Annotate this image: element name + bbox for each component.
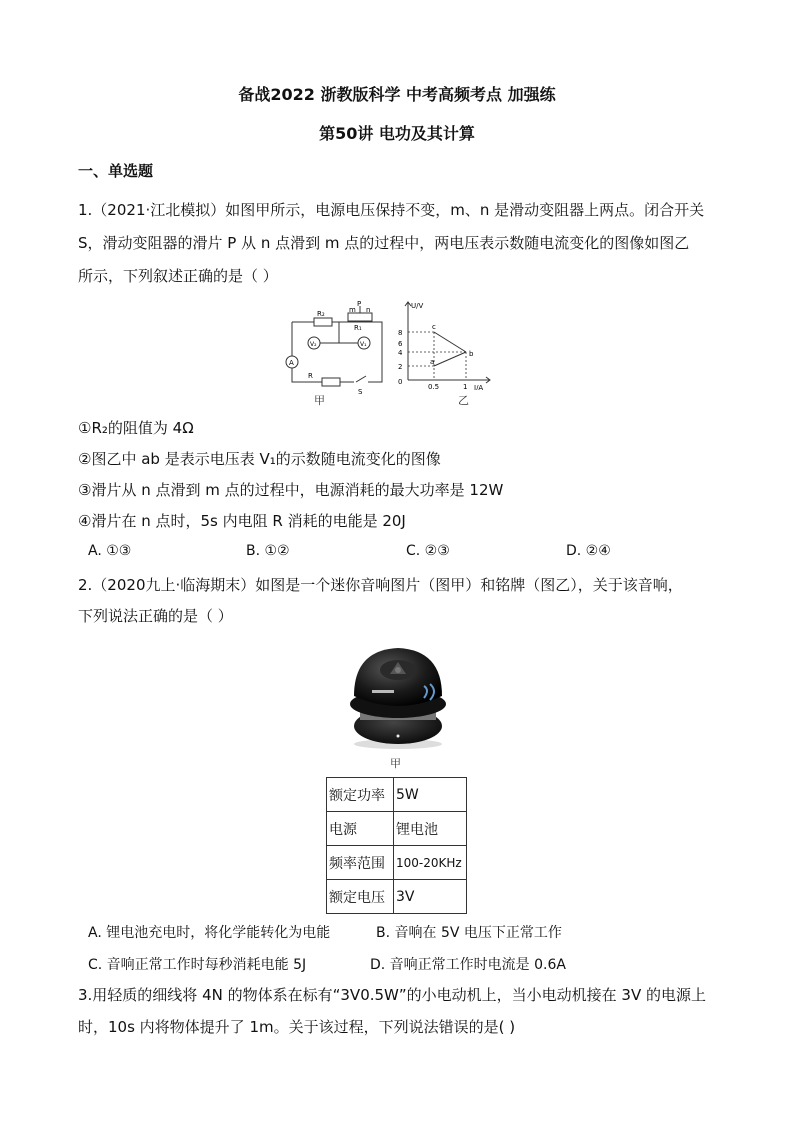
fig-caption-left: 甲	[314, 394, 325, 407]
section-heading: 一、单选题	[78, 162, 154, 180]
q1-stem-line1: 1.（2021·江北模拟）如图甲所示，电源电压保持不变，m、n 是滑动变阻器上两点。闭合开关	[78, 201, 705, 219]
ui-graph	[394, 298, 494, 390]
table-cell: 5W	[394, 778, 467, 812]
q1-stem-line3: 所示，下列叙述正确的是（ ）	[78, 267, 278, 285]
table-cell: 额定功率	[327, 778, 394, 812]
graph-tick-0: 0	[398, 378, 403, 386]
circuit-label-v2: V₂	[310, 341, 317, 348]
circuit-label-m: m	[349, 306, 356, 314]
q2-option-b: B. 音响在 5V 电压下正常工作	[376, 925, 562, 941]
q1-statement-3: ③滑片从 n 点滑到 m 点的过程中，电源消耗的最大功率是 12W	[78, 481, 504, 499]
page-title: 备战2022 浙教版科学 中考高频考点 加强练	[238, 85, 556, 104]
table-cell: 100-20KHz	[394, 846, 467, 880]
q2-stem-line2: 下列说法正确的是（ ）	[78, 607, 233, 625]
circuit-label-r: R	[308, 372, 313, 380]
table-cell: 频率范围	[327, 846, 394, 880]
q2-option-a: A. 锂电池充电时，将化学能转化为电能	[88, 925, 331, 941]
circuit-diagram	[284, 300, 394, 406]
graph-yaxis-label: U/V	[411, 302, 424, 310]
graph-tick-2: 2	[398, 363, 403, 371]
table-cell: 额定电压	[327, 880, 394, 914]
q2-stem-line1: 2.（2020九上·临海期末）如图是一个迷你音响图片（图甲）和铭牌（图乙），关于该音响，	[78, 576, 683, 594]
fig-caption-right: 乙	[458, 394, 469, 407]
q1-statement-1: ①R₂的阻值为 4Ω	[78, 419, 194, 437]
q1-statement-4: ④滑片在 n 点时，5s 内电阻 R 消耗的电能是 20J	[78, 512, 406, 530]
graph-point-a: a	[430, 358, 435, 366]
graph-tick-6: 6	[398, 340, 403, 348]
q2-option-c: C. 音响正常工作时每秒消耗电能 5J	[88, 957, 307, 973]
circuit-label-r1: R₁	[354, 324, 362, 332]
q3-stem-line1: 3.用轻质的细线将 4N 的物体系在标有“3V0.5W”的小电动机上，当小电动机接在 3V 的电源上	[78, 986, 706, 1004]
table-cell: 电源	[327, 812, 394, 846]
q1-option-a: A. ①③	[88, 543, 132, 559]
graph-point-c: c	[432, 323, 436, 331]
circuit-label-r2: R₂	[317, 310, 325, 318]
graph-point-b: b	[469, 350, 474, 358]
table-row	[327, 812, 467, 846]
table-cell: 锂电池	[394, 812, 467, 846]
graph-tick-05: 0.5	[428, 383, 440, 390]
spec-table	[326, 777, 467, 914]
q2-option-d: D. 音响正常工作时电流是 0.6A	[370, 957, 566, 973]
q1-option-b: B. ①②	[246, 543, 290, 559]
table-row	[327, 880, 467, 914]
page-subtitle: 第50讲 电功及其计算	[319, 124, 475, 143]
graph-tick-1: 1	[463, 383, 468, 390]
circuit-label-v1: V₁	[360, 341, 367, 348]
graph-tick-8: 8	[398, 329, 403, 337]
q1-stem-line2: S，滑动变阻器的滑片 P 从 n 点滑到 m 点的过程中，两电压表示数随电流变化的图像如图乙	[78, 234, 690, 252]
circuit-label-n: n	[366, 306, 371, 314]
q1-option-c: C. ②③	[406, 543, 450, 559]
q1-statement-2: ②图乙中 ab 是表示电压表 V₁的示数随电流变化的图像	[78, 450, 441, 468]
table-row	[327, 846, 467, 880]
circuit-label-s: S	[358, 388, 363, 396]
circuit-label-p: P	[357, 300, 362, 308]
table-row	[327, 778, 467, 812]
circuit-label-a: A	[289, 359, 294, 367]
graph-tick-4: 4	[398, 349, 403, 357]
graph-xaxis-label: I/A	[474, 384, 484, 390]
q1-option-d: D. ②④	[566, 543, 611, 559]
speaker-photo	[340, 640, 456, 752]
table-cell: 3V	[394, 880, 467, 914]
q3-stem-line2: 时，10s 内将物体提升了 1m。关于该过程，下列说法错误的是( )	[78, 1018, 516, 1036]
photo-caption: 甲	[390, 757, 401, 770]
brand-logo	[372, 690, 394, 693]
